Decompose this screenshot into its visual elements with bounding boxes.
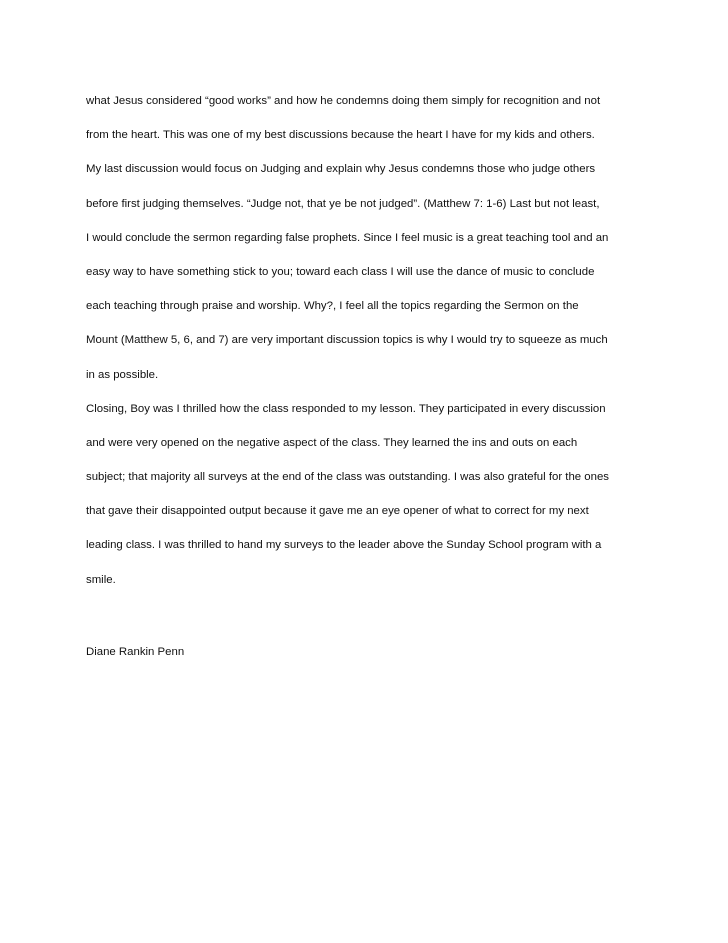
text-line: from the heart. This was one of my best discussions because the heart I have for my kids and others. xyxy=(86,129,595,142)
text-line: easy way to have something stick to you; toward each class I will use the dance of music to conclude xyxy=(86,265,595,278)
text-line: subject; that majority all surveys at the end of the class was outstanding. I was also grateful for the ones xyxy=(86,471,609,484)
author-signature-name: Diane Rankin Penn xyxy=(86,646,185,658)
body-text xyxy=(86,84,658,597)
text-line: Closing, Boy was I thrilled how the class responded to my lesson. They participated in every discussion xyxy=(86,402,606,415)
paragraph-good-works xyxy=(86,84,658,152)
text-line: My last discussion would focus on Judging and explain why Jesus condemns those who judge others xyxy=(86,163,596,176)
text-line: before first judging themselves. “Judge not, that ye be not judged”. (Matthew 7: 1-6) Last but not least, xyxy=(86,197,600,210)
text-line: what Jesus considered “good works” and how he condemns doing them simply for recognition and not xyxy=(86,95,601,107)
text-line: that gave their disappointed output because it gave me an eye opener of what to correct for my next xyxy=(86,505,589,518)
text-line: I would conclude the sermon regarding false prophets. Since I feel music is a great teaching tool and an xyxy=(86,231,609,244)
text-line: in as possible. xyxy=(86,368,159,381)
text-line: smile. xyxy=(86,573,116,586)
text-line: leading class. I was thrilled to hand my surveys to the leader above the Sunday School program with a xyxy=(86,539,602,552)
text-line: Mount (Matthew 5, 6, and 7) are very important discussion topics is why I would try to squeeze as much xyxy=(86,334,608,347)
text-line: each teaching through praise and worship. Why?, I feel all the topics regarding the Sermon on the xyxy=(86,300,579,313)
paragraph-closing xyxy=(86,392,658,597)
text-line: and were very opened on the negative aspect of the class. They learned the ins and outs on each xyxy=(86,436,578,449)
paragraph-judging xyxy=(86,152,658,391)
